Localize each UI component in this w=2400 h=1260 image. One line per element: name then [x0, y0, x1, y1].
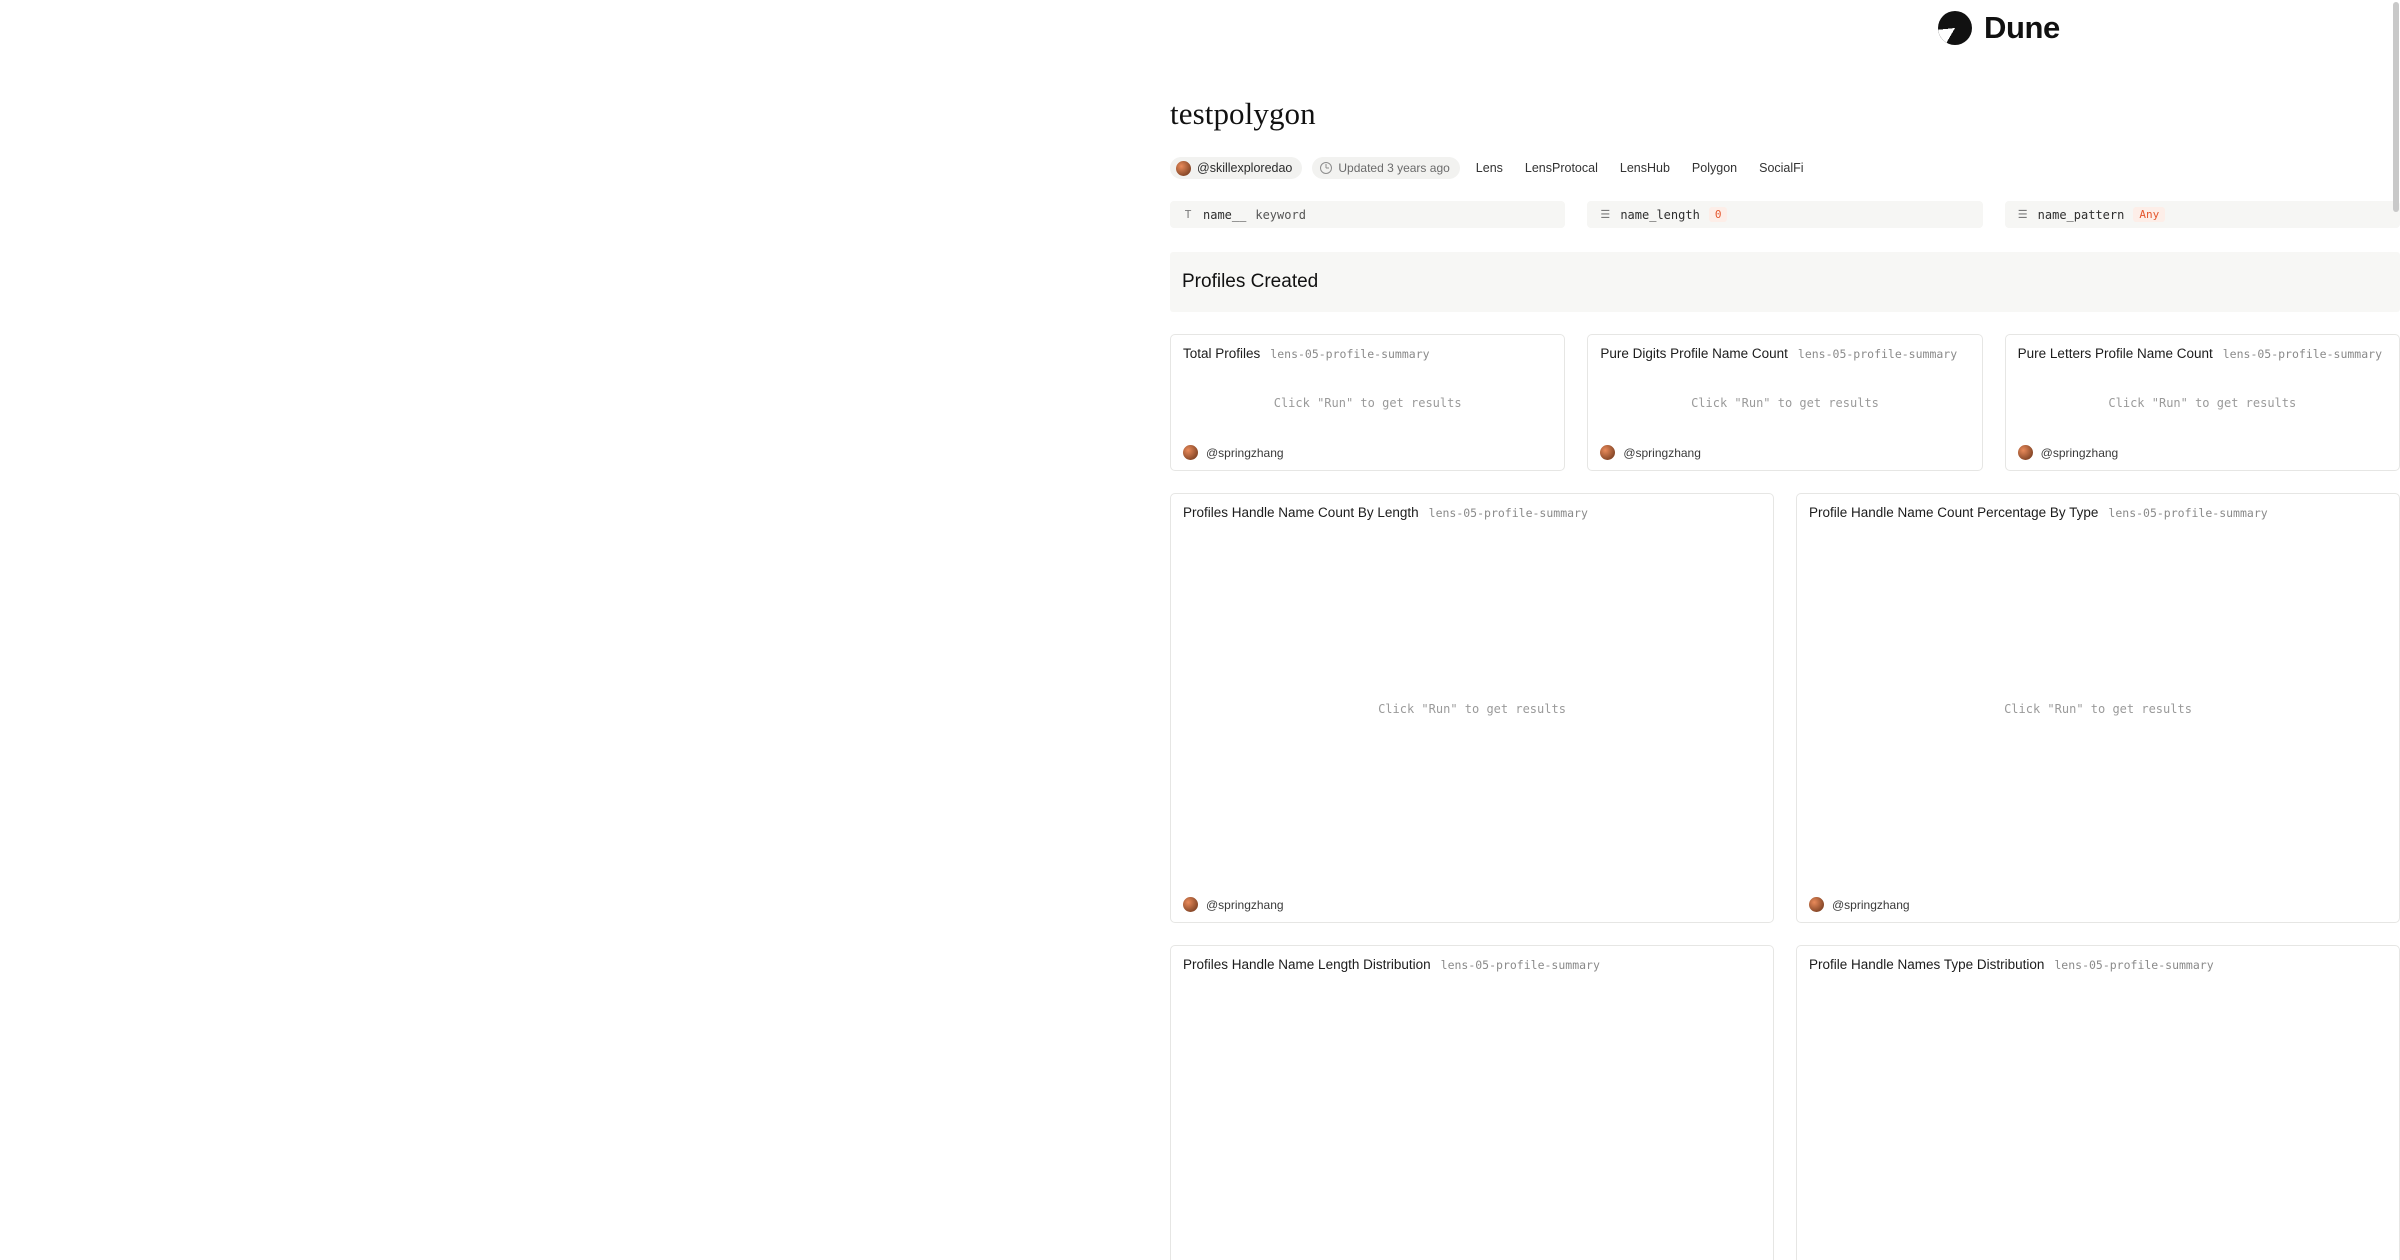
param-name-pattern-label: name_pattern — [2037, 207, 2125, 222]
list-param-icon: ☰ — [2017, 208, 2028, 221]
widget-profile-handle-names-type-distribution[interactable] — [1796, 945, 2400, 1260]
page-scrollbar[interactable] — [2392, 0, 2400, 1260]
widget-header — [1588, 335, 1981, 361]
widget-query-name: lens-05-profile-summary — [1797, 347, 1958, 361]
widget-title: Profiles Handle Name Count By Length — [1183, 505, 1419, 520]
widget-footer — [1171, 445, 1564, 470]
tag-lenshub[interactable]: LensHub — [1619, 161, 1670, 175]
avatar — [1176, 161, 1191, 176]
widget-title: Profile Handle Name Count Percentage By Type — [1809, 505, 2099, 520]
widget-body — [1797, 972, 2399, 1260]
widget-footer — [1588, 445, 1981, 470]
widget-body — [1171, 520, 1773, 897]
widget-profile-handle-name-count-percentage-by-type[interactable] — [1796, 493, 2400, 923]
param-name[interactable] — [1170, 201, 1565, 228]
avatar — [1809, 897, 1824, 912]
dashboard-content — [1170, 0, 2400, 1260]
param-name-label: name__ — [1203, 207, 1247, 222]
widget-header — [2006, 335, 2399, 361]
dashboard-meta — [1170, 157, 2400, 179]
widget-header — [1171, 494, 1773, 520]
param-name-value: keyword — [1255, 207, 1306, 222]
tag-socialfi[interactable]: SocialFi — [1759, 161, 1804, 175]
widget-query-name: lens-05-profile-summary — [1440, 958, 1600, 972]
widget-title: Total Profiles — [1183, 346, 1261, 361]
widget-query-name: lens-05-profile-summary — [2054, 958, 2214, 972]
widget-header — [1171, 335, 1564, 361]
page-title: testpolygon — [1170, 96, 1316, 131]
run-placeholder: Click "Run" to get results — [1691, 396, 1879, 410]
widget-header — [1797, 494, 2399, 520]
text-param-icon: T — [1184, 208, 1192, 221]
widget-header — [1797, 946, 2399, 972]
widget-query-name: lens-05-profile-summary — [2108, 506, 2268, 520]
widget-author[interactable]: @springzhang — [1206, 897, 1284, 912]
param-name-pattern[interactable] — [2005, 201, 2400, 228]
widget-pure-letters-profile-name-count[interactable] — [2005, 334, 2400, 471]
section-header — [1170, 252, 2400, 312]
parameter-bar — [1170, 201, 2400, 228]
updated-label: Updated 3 years ago — [1338, 161, 1450, 175]
widget-title: Profiles Handle Name Length Distribution — [1183, 957, 1431, 972]
widget-title: Profile Handle Names Type Distribution — [1809, 957, 2045, 972]
widget-body — [1797, 520, 2399, 897]
widget-query-name: lens-05-profile-summary — [1270, 347, 1430, 361]
widget-pure-digits-profile-name-count[interactable] — [1587, 334, 1982, 471]
widget-total-profiles[interactable] — [1170, 334, 1565, 471]
widget-profiles-handle-name-length-distribution[interactable] — [1170, 945, 1774, 1260]
author-name: @skillexploredao — [1197, 161, 1293, 175]
widget-footer — [2006, 445, 2399, 470]
avatar — [1183, 897, 1198, 912]
widget-title: Pure Digits Profile Name Count — [1600, 346, 1788, 361]
clock-icon — [1320, 162, 1332, 174]
widget-body — [1588, 361, 1981, 445]
author-chip[interactable] — [1170, 157, 1302, 179]
widget-footer — [1797, 897, 2399, 922]
widget-author[interactable]: @springzhang — [2040, 445, 2119, 460]
widget-row-3 — [1170, 945, 2400, 1260]
tag-lensprotocal[interactable]: LensProtocal — [1524, 161, 1598, 175]
widget-query-name: lens-05-profile-summary — [2222, 347, 2382, 361]
param-name-length-label: name_length — [1620, 207, 1700, 222]
widget-profiles-handle-name-count-by-length[interactable] — [1170, 493, 1774, 923]
widget-author[interactable]: @springzhang — [1206, 445, 1284, 460]
param-name-length[interactable] — [1587, 201, 1982, 228]
param-name-length-badge: 0 — [1709, 207, 1728, 222]
avatar — [1600, 445, 1615, 460]
scrollbar-thumb[interactable] — [2393, 2, 2399, 212]
updated-chip — [1312, 157, 1459, 179]
run-placeholder: Click "Run" to get results — [2004, 701, 2192, 716]
widget-title: Pure Letters Profile Name Count — [2017, 346, 2213, 361]
list-param-icon: ☰ — [1600, 208, 1611, 221]
section-title: Profiles Created — [1182, 271, 1319, 292]
param-name-pattern-badge: Any — [2133, 207, 2165, 222]
widget-row-2 — [1170, 493, 2400, 923]
avatar — [2018, 445, 2033, 460]
brand-name: Dune — [1984, 10, 2060, 45]
widget-author[interactable]: @springzhang — [1623, 445, 1701, 460]
widget-author[interactable]: @springzhang — [1832, 897, 1910, 912]
widget-body — [2006, 361, 2399, 445]
run-placeholder: Click "Run" to get results — [2108, 396, 2297, 410]
avatar — [1183, 445, 1198, 460]
widget-row-1 — [1170, 334, 2400, 471]
run-placeholder: Click "Run" to get results — [1378, 701, 1566, 716]
widget-body — [1171, 972, 1773, 1260]
widget-query-name: lens-05-profile-summary — [1428, 506, 1588, 520]
widget-header — [1171, 946, 1773, 972]
tag-polygon[interactable]: Polygon — [1691, 161, 1738, 175]
widget-body — [1171, 361, 1564, 445]
widget-footer — [1171, 897, 1773, 922]
tag-lens[interactable]: Lens — [1475, 161, 1503, 175]
run-placeholder: Click "Run" to get results — [1273, 396, 1462, 410]
